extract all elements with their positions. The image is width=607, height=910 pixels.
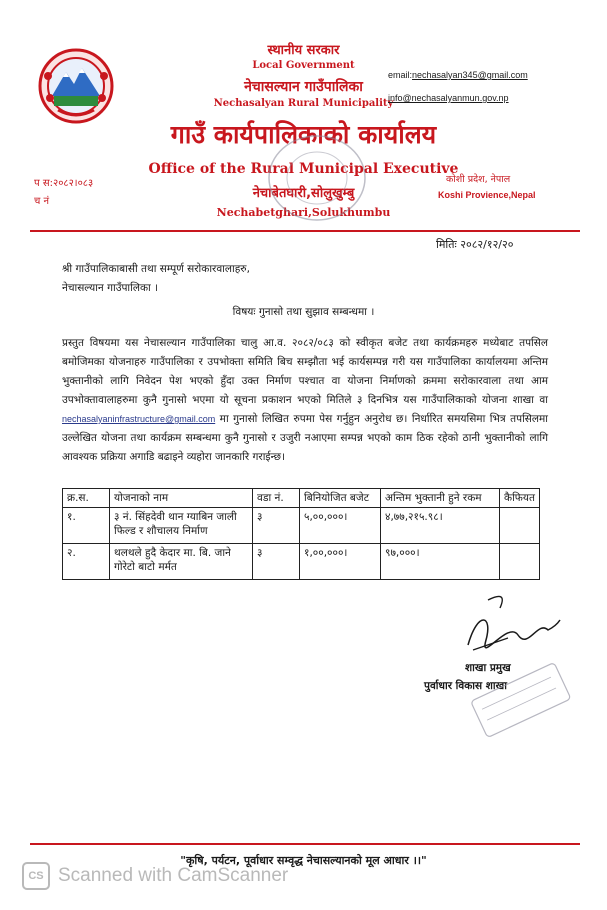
- cell-budget: १,००,०००।: [300, 544, 381, 580]
- body-part-1: प्रस्तुत विषयमा यस नेचासल्यान गाउँपालिका चालु आ.व. २०८२/०८३ को स्वीकृत बजेट तथा कार्यक्रमहरु मध्येबाट तपसिल बमोजिमका योजनाहरु गाउँपालिका र उपभोक्ता समिति बिच सम्झौता भई कार्यसम्पन्न गरी यस गाउँपालिका कार्यालयमा अन्तिम भुक्तानीको लागि निवेदन पेश भएको हुँदा उक्त निर्माण पश्चात वा योजना निर्माणको क्रममा सरोकारवाला तथा आम उपभोक्तावालाहरुमा कुनै गुनासो भएमा यो सूचना प्रकाशन भएको मितिले ३ दिनभित्र यस गाउँपालिकाको योजना शाखा वा: [62, 337, 548, 406]
- cell-final-payment: ४,७७,२१५.९८।: [381, 508, 500, 544]
- email-link-1[interactable]: nechasalyan345@gmail.com: [412, 70, 528, 80]
- signature-title: शाखा प्रमुख: [465, 662, 511, 674]
- municipality-np: नेचासल्यान गाउँपालिका: [244, 79, 363, 95]
- province-en: Koshi Provience,Nepal: [438, 190, 536, 200]
- cell-sn: १.: [63, 508, 110, 544]
- email-block: [388, 63, 528, 105]
- cell-sn: २.: [63, 544, 110, 580]
- body-email-link[interactable]: nechasalyaninfrastructure@gmail.com: [62, 414, 216, 424]
- col-header-budget: बिनियोजित बजेट: [300, 489, 381, 508]
- camscanner-watermark: [22, 862, 288, 890]
- projects-table: [62, 488, 540, 580]
- letter-date: मितिः २०८२/१२/२०: [436, 238, 514, 251]
- col-header-ward: वडा नं.: [253, 489, 300, 508]
- office-stamp: [262, 128, 372, 228]
- header-divider: [30, 230, 580, 232]
- footer-motto: "कृषि, पर्यटन, पूर्वाधार सम्वृद्ध नेचासल्यानको मूल आधार ।।": [180, 854, 427, 867]
- email-link-2[interactable]: info@nechasalyanmun.gov.np: [388, 93, 509, 103]
- place-en: Nechabetghari,Solukhumbu: [216, 206, 391, 219]
- cell-ward: ३: [253, 544, 300, 580]
- cha-number: च नं: [34, 196, 50, 207]
- body-paragraph: [62, 334, 548, 467]
- subject-line: विषयः गुनासो तथा सुझाव सम्बन्धमा ।: [232, 306, 375, 318]
- camscanner-logo-icon: CS: [22, 862, 50, 890]
- cell-final-payment: ९७,०००।: [381, 544, 500, 580]
- camscanner-text: Scanned with CamScanner: [58, 865, 289, 886]
- cell-remarks: [500, 508, 540, 544]
- office-en: Office of the Rural Municipal Executive: [148, 161, 459, 177]
- cell-budget: ५,००,०००।: [300, 508, 381, 544]
- cell-remarks: [500, 544, 540, 580]
- municipality-en: Nechasalyan Rural Municipality: [213, 98, 394, 109]
- table-header-row: [63, 489, 540, 508]
- email-label: email:: [388, 70, 413, 80]
- col-header-project-name: योजनाको नाम: [110, 489, 253, 508]
- place-np: नेचाबेतघारी,सोलुखुम्बु: [252, 186, 355, 201]
- table-row: [63, 544, 540, 580]
- addressee-line-1: श्री गाउँपालिकाबासी तथा सम्पूर्ण सरोकारवालाहरु,: [62, 263, 250, 275]
- table-row: [63, 508, 540, 544]
- addressee: [62, 260, 250, 298]
- signature-dept: पुर्वाधार विकास शाखा: [424, 680, 507, 692]
- ps-number: प स:२०८२।०८३: [34, 178, 94, 189]
- col-header-sn: क्र.स.: [63, 489, 110, 508]
- handwritten-signature: [448, 590, 568, 660]
- body-part-2: मा गुनासो लिखित रुपमा पेस गर्नुहुन अनुरोध छ। निर्धारित समयसिमा भित्र तपसिलमा उल्लेखित योजना तथा कार्यक्रम सम्बन्धमा कुनै गुनासो र उजुरी नआएमा सम्पन्न भएको काम ठिक रहेको ठानी भुक्तानीको लागि आवश्यक प्रक्रिया अगाडि बढाइने व्यहोरा जानकारि गराईन्छ।: [62, 413, 549, 463]
- engineer-stamp: [462, 660, 582, 750]
- office-np: गाउँ कार्यपालिकाको कार्यालय: [170, 120, 437, 149]
- footer-divider: [30, 843, 580, 845]
- col-header-remarks: कैफियत: [500, 489, 540, 508]
- cell-project-name: ३ नं. सिंहदेवी थान ग्याबिन जाली फिल्ड र शौचालय निर्माण: [110, 508, 253, 544]
- cell-ward: ३: [253, 508, 300, 544]
- gov-np: स्थानीय सरकार: [267, 43, 340, 58]
- gov-en: Local Government: [252, 60, 355, 71]
- province-np: कोशी प्रदेश, नेपाल: [446, 174, 511, 185]
- addressee-line-2: नेचासल्यान गाउँपालिका ।: [62, 282, 159, 294]
- cell-project-name: थलथले हुदै केदार मा. बि. जाने गोरेटो बाटो मर्मत: [110, 544, 253, 580]
- col-header-final-payment: अन्तिम भुक्तानी हुने रकम: [381, 489, 500, 508]
